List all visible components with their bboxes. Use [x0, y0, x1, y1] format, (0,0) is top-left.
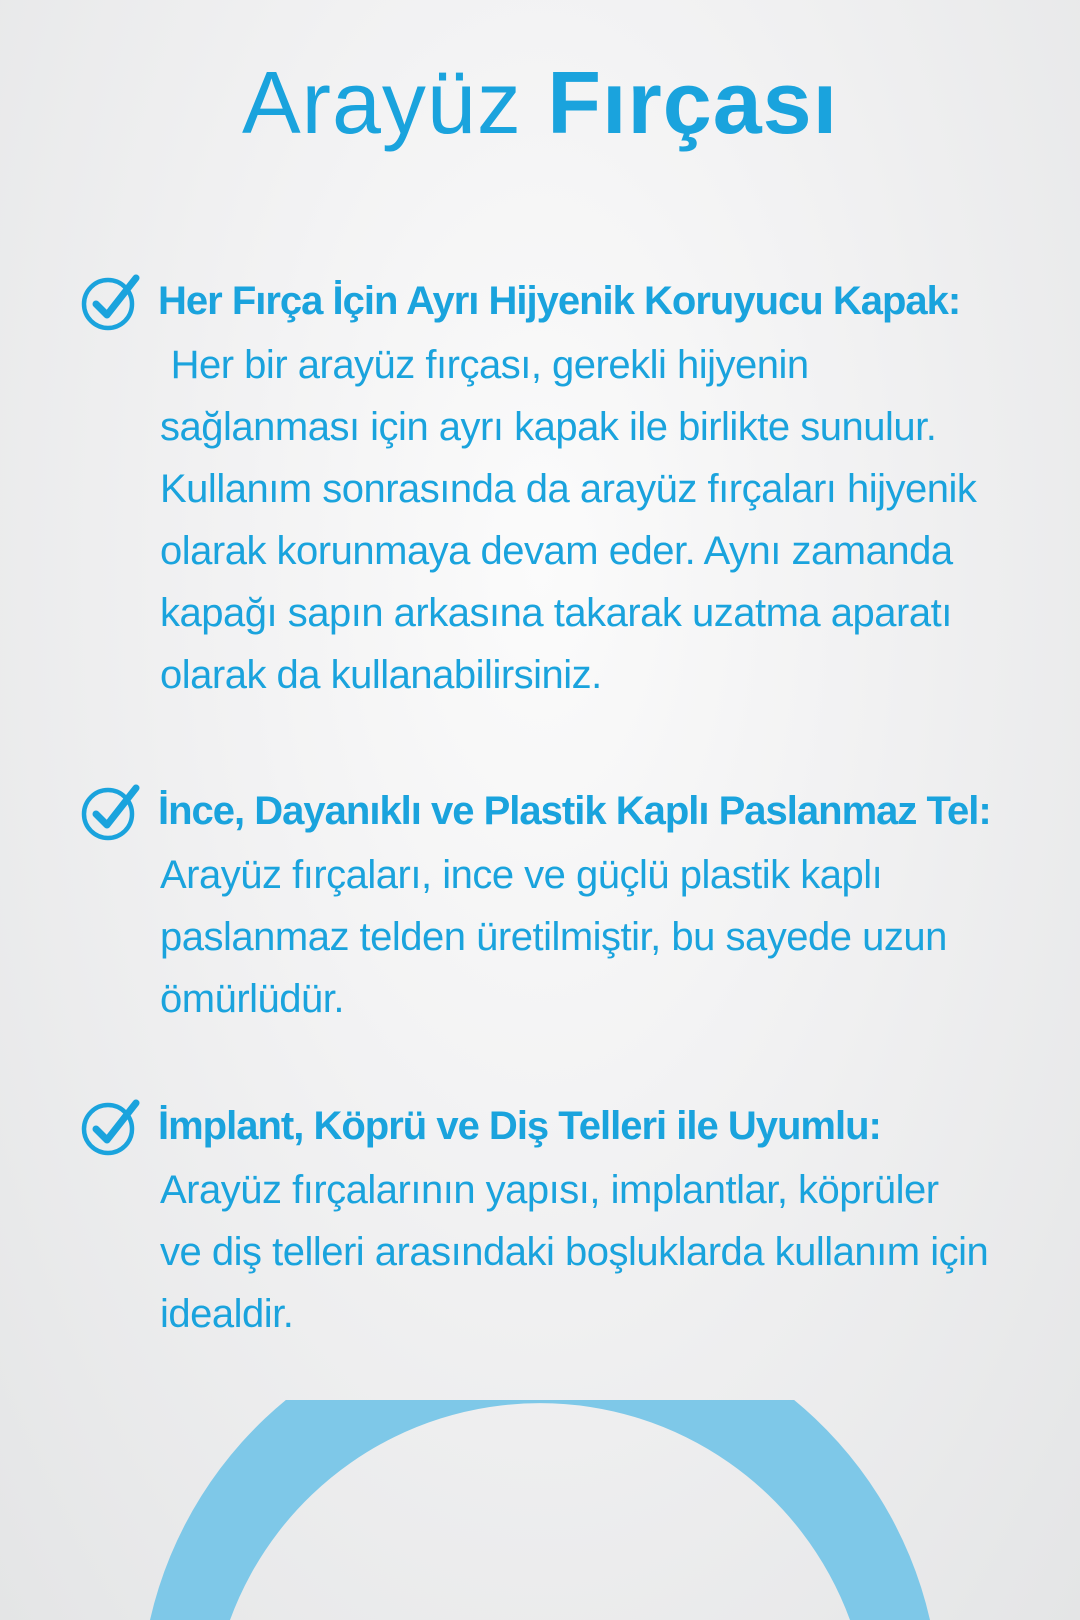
page-title [0, 48, 1080, 158]
feature-heading: İmplant, Köprü ve Diş Telleri ile Uyumlu: [158, 1104, 881, 1148]
feature-line: Kullanım sonrasında da arayüz fırçaları hijyenik [160, 467, 977, 511]
feature-description [160, 1159, 1020, 1345]
feature-line: kapağı sapın arkasına takarak uzatma aparatı [160, 591, 952, 635]
feature-line: paslanmaz telden üretilmiştir, bu sayede uzun [160, 915, 947, 959]
feature-line: ömürlüdür. [160, 977, 344, 1021]
title-bold-part: Fırçası [547, 53, 839, 152]
decorative-arc [0, 1400, 1080, 1620]
feature-line: Her bir arayüz fırçası, gerekli hijyenin [160, 343, 809, 387]
feature-heading: İnce, Dayanıklı ve Plastik Kaplı Paslanmaz Tel: [158, 789, 991, 833]
check-circle-icon [80, 780, 142, 842]
feature-heading: Her Fırça İçin Ayrı Hijyenik Koruyucu Kapak: [158, 279, 961, 323]
check-circle-icon [80, 1095, 142, 1157]
feature-description [160, 844, 1020, 1030]
title-light-part: Arayüz [241, 53, 522, 152]
feature-line: Arayüz fırçalarının yapısı, implantlar, köprüler [160, 1168, 939, 1212]
feature-line: olarak da kullanabilirsiniz. [160, 653, 602, 697]
feature-description [160, 334, 1020, 706]
feature-line: idealdir. [160, 1292, 294, 1336]
feature-line: ve diş telleri arasındaki boşluklarda kullanım için [160, 1230, 989, 1274]
feature-line: olarak korunmaya devam eder. Aynı zamanda [160, 529, 953, 573]
check-circle-icon [80, 270, 142, 332]
feature-line: sağlanması için ayrı kapak ile birlikte sunulur. [160, 405, 937, 449]
feature-line: Arayüz fırçaları, ince ve güçlü plastik kaplı [160, 853, 883, 897]
